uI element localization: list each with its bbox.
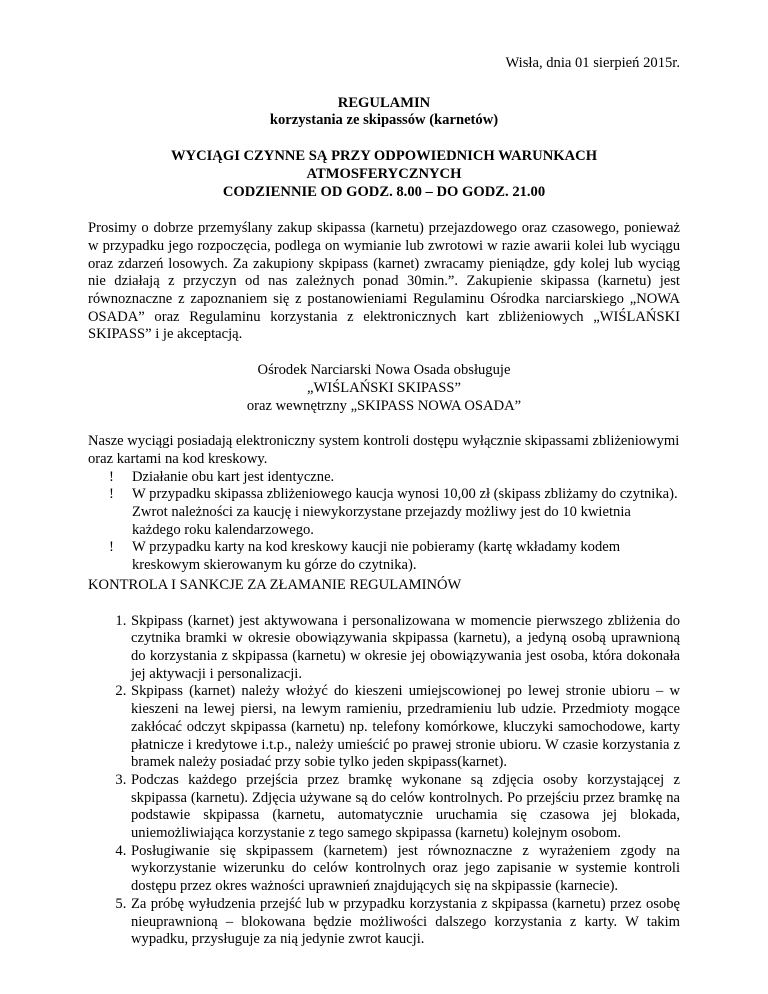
hours-heading-line-2: ATMOSFERYCZNYCH (306, 165, 462, 182)
card-bullet-list (88, 469, 680, 575)
list-item: 4. Posługiwanie się skpipassem (karnetem) jest równoznaczne z wyrażeniem zgody na wykorzystanie wizerunku do celów kontrolnych oraz jego zapisanie w systemie kontroli dostępu przez okres ważności uprawnień znajdujących się na skpipassie (karnecie). (130, 843, 680, 896)
list-item: 3. Podczas każdego przejścia przez bramkę wykonane są zdjęcia osoby korzystającej z skpipassa (karnetu). Zdjęcia używane są do celów kontrolnych. Po przejściu przez bramkę na podstawie skpipassa (karnetu, automatycznie uruchamia się czasowa jej blokada, uniemożliwiająca korzystanie z tego samego skpipassa (karnetu) kolejnym osobom. (130, 772, 680, 843)
list-item (88, 486, 680, 539)
skipass-info-line-1: Ośrodek Narciarski Nowa Osada obsługuje (257, 362, 511, 379)
document-title: REGULAMIN (337, 94, 431, 111)
skipass-info-line-3: oraz wewnętrzny „SKIPASS NOWA OSADA” (246, 397, 522, 414)
dateline: Wisła, dnia 01 sierpień 2015r. (505, 55, 680, 71)
section-heading: KONTROLA I SANKCJE ZA ZŁAMANIE REGULAMINÓW (88, 576, 462, 593)
hours-heading-line-3: CODZIENNIE OD GODZ. 8.00 – DO GODZ. 21.00 (222, 183, 546, 200)
title-block (88, 95, 680, 130)
document-subtitle: korzystania ze skipassów (karnetów) (269, 112, 499, 129)
exclamation-mark-icon: ! (109, 539, 114, 556)
access-system-paragraph: Nasze wyciągi posiadają elektroniczny system kontroli dostępu wyłącznie skipassami zbliżeniowymi oraz kartami na kod kreskowy. (88, 433, 680, 467)
skipass-info-block (88, 362, 680, 415)
intro-paragraph: Prosimy o dobrze przemyślany zakup skipassa (karnetu) przejazdowego oraz czasowego, ponieważ w przypadku jego rozpoczęcia, podlega on wymianie lub zwrotowi w razie awarii kolei lub wyciągu oraz zdarzeń losowych. Za zakupiony skpipass (karnet) zwracamy pieniądze, gdy kolej lub wyciąg nie działają z przyczyn od nas zależnych ponad 30min.”. Zakupienie skipassa (karnetu) jest równoznaczne z zapoznaniem się z postanowieniami Regulaminu Ośrodka narciarskiego „NOWA OSADA” oraz Regulaminu korzystania z elektronicznych kart zbliżeniowych „WIŚLAŃSKI SKIPASS” i je akceptacją. (88, 220, 680, 343)
list-item: 2. Skpipass (karnet) należy włożyć do kieszeni umiejscowionej po lewej stronie ubioru – w kieszeni na lewej piersi, na lewym ramieniu, przedramieniu lub udzie. Przedmioty mogące zakłócać odczyt skpipassa (karnetu) np. telefony komórkowe, kluczyki samochodowe, karty płatnicze i kredytowe i.t.p., należy umieścić po prawej stronie ubioru. W czasie korzystania z bramek należy posiadać przy sobie tylko jeden skpipass(karnet). (130, 683, 680, 772)
skipass-info-line-2: „WIŚLAŃSKI SKIPASS” (307, 379, 461, 396)
exclamation-mark-icon: ! (109, 468, 114, 485)
hours-heading (88, 148, 680, 201)
hours-heading-line-1: WYCIĄGI CZYNNE SĄ PRZY ODPOWIEDNICH WARUNKACH (170, 148, 598, 165)
list-item (88, 469, 680, 487)
bullet-text: W przypadku karty na kod kreskowy kaucji nie pobieramy (kartę wkładamy kodem kreskowym skierowanym ku górze do czytnika). (132, 539, 621, 574)
exclamation-mark-icon: ! (109, 486, 114, 503)
list-item (88, 539, 680, 574)
rules-list (88, 613, 680, 949)
bullet-text: W przypadku skipassa zbliżeniowego kaucja wynosi 10,00 zł (skipass zbliżamy do czytnika). Zwrot należności za kaucję i niewykorzystane przejazdy możliwy jest do 10 kwietnia każdego roku kalendarzowego. (132, 486, 678, 538)
list-item: 5. Za próbę wyłudzenia przejść lub w przypadku korzystania z skpipassa (karnetu) przez osobę nieuprawnioną – blokowana będzie możliwości dalszego korzystania z karty. W takim wypadku, przysługuje za nią jedynie zwrot kaucji. (130, 896, 680, 949)
list-item: 1. Skpipass (karnet) jest aktywowana i personalizowana w momencie pierwszego zbliżenia do czytnika bramki w okresie obowiązywania skpipassa (karnetu), a jedyną osobą uprawnioną do korzystania z skpipassa (karnetu) w okresie jej obowiązywania jest osoba, która dokonała jej aktywacji i personalizacji. (130, 613, 680, 684)
bullet-text: Działanie obu kart jest identyczne. (132, 468, 335, 485)
